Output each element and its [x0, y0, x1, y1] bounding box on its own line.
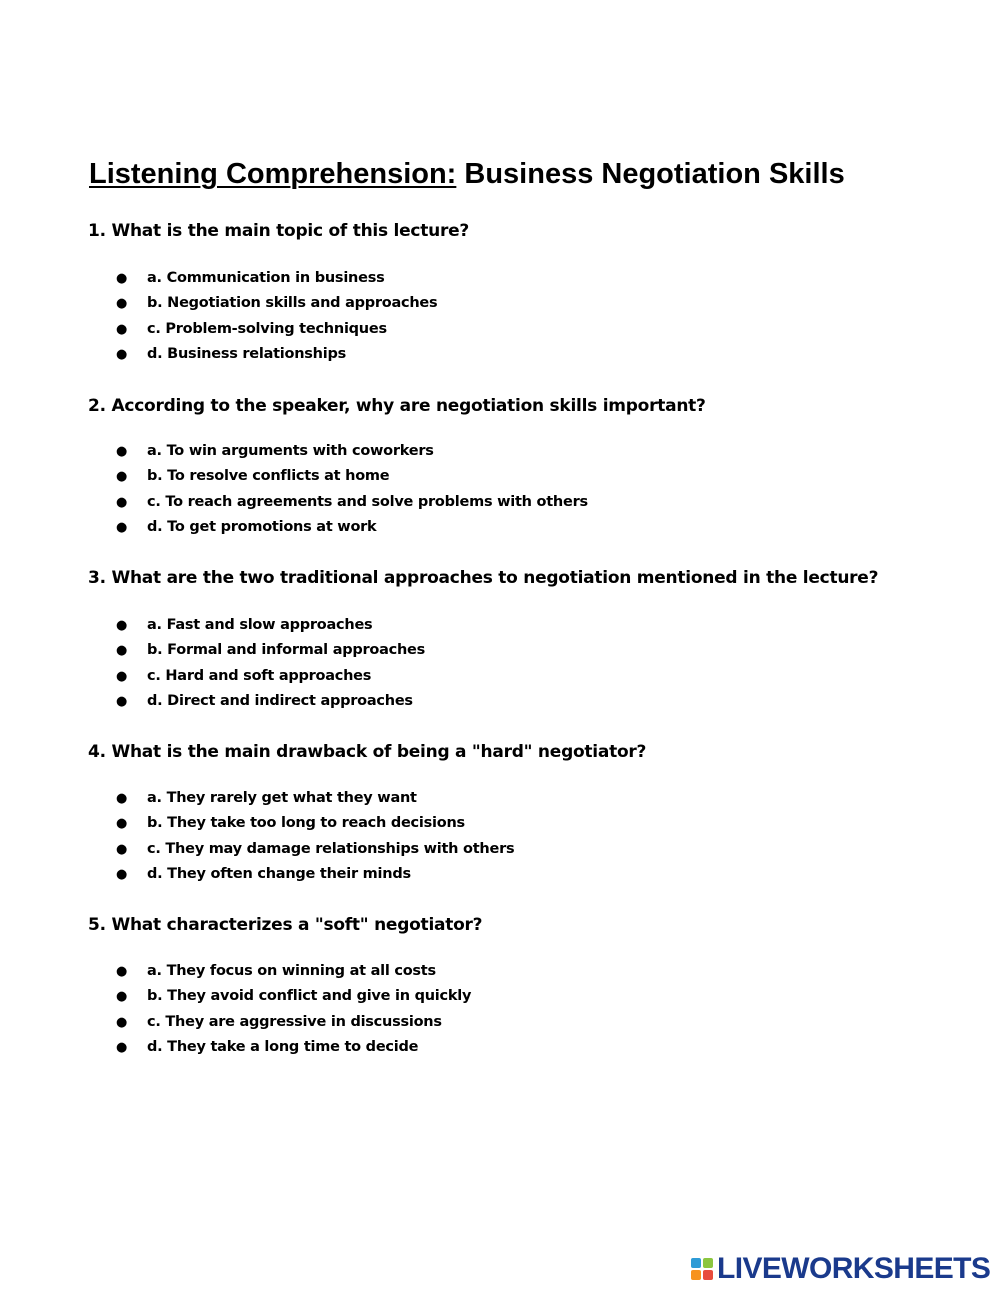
option-label: c. To reach agreements and solve problems with others [147, 493, 588, 510]
bullet-icon: ● [116, 494, 128, 510]
bullet-icon: ● [116, 643, 128, 659]
option-4b [116, 811, 514, 836]
option-1c [116, 317, 437, 342]
bullet-icon: ● [116, 816, 128, 832]
bullet-icon: ● [116, 841, 128, 857]
title-rest: Business Negotiation Skills [456, 158, 845, 190]
options-list-1 [116, 266, 437, 367]
option-4a [116, 786, 514, 811]
option-2c [116, 490, 588, 515]
option-label: a. Fast and slow approaches [147, 617, 373, 633]
option-5d [116, 1035, 471, 1060]
option-label: b. Negotiation skills and approaches [147, 295, 438, 312]
option-label: d. They take a long time to decide [147, 1038, 419, 1055]
option-1b [116, 291, 437, 316]
option-label: a. To win arguments with coworkers [147, 443, 434, 459]
page-title [89, 156, 845, 192]
bullet-icon: ● [116, 668, 128, 684]
bullet-icon: ● [116, 964, 128, 979]
title-underlined-part: Listening Comprehension: [89, 158, 457, 190]
bullet-icon: ● [116, 519, 128, 535]
question-3: 3. What are the two traditional approaches to negotiation mentioned in the lecture? [88, 568, 879, 588]
question-2: 2. According to the speaker, why are negotiation skills important? [88, 396, 706, 416]
bullet-icon: ● [116, 469, 128, 485]
option-2b [116, 464, 588, 489]
bullet-icon: ● [116, 693, 128, 709]
option-4d [116, 862, 514, 887]
logo-text: LIVEWORKSHEETS [717, 1252, 991, 1285]
bullet-icon: ● [116, 271, 128, 286]
liveworksheets-logo [691, 1252, 990, 1286]
option-3c [116, 664, 425, 689]
bullet-icon: ● [116, 296, 128, 312]
option-label: a. Communication in business [147, 270, 385, 286]
question-1: 1. What is the main topic of this lecture? [88, 221, 469, 241]
option-5a [116, 959, 471, 984]
logo-square [703, 1258, 713, 1268]
bullet-icon: ● [116, 321, 128, 337]
option-label: c. They are aggressive in discussions [147, 1013, 442, 1030]
option-label: b. They avoid conflict and give in quickly [147, 988, 472, 1005]
logo-square [691, 1270, 701, 1280]
option-3b [116, 638, 425, 663]
option-label: d. Business relationships [147, 345, 346, 362]
option-3d [116, 689, 425, 714]
option-4c [116, 837, 514, 862]
logo-square [691, 1258, 701, 1268]
logo-mark-icon [691, 1258, 713, 1280]
bullet-icon: ● [116, 989, 128, 1005]
option-1d [116, 342, 437, 367]
option-label: c. Problem-solving techniques [147, 320, 387, 337]
option-label: b. To resolve conflicts at home [147, 468, 390, 485]
options-list-2 [116, 439, 588, 540]
option-3a [116, 613, 425, 638]
option-label: a. They focus on winning at all costs [147, 963, 436, 979]
question-5: 5. What characterizes a "soft" negotiator? [88, 915, 483, 935]
bullet-icon: ● [116, 791, 128, 806]
options-list-4 [116, 786, 514, 887]
bullet-icon: ● [116, 618, 128, 633]
options-list-5 [116, 959, 471, 1060]
options-list-3 [116, 613, 425, 714]
option-label: b. They take too long to reach decisions [147, 815, 465, 832]
bullet-icon: ● [116, 866, 128, 882]
option-2a [116, 439, 588, 464]
option-label: d. Direct and indirect approaches [147, 692, 413, 709]
logo-square [703, 1270, 713, 1280]
option-label: b. Formal and informal approaches [147, 642, 426, 659]
bullet-icon: ● [116, 346, 128, 362]
question-4: 4. What is the main drawback of being a "hard" negotiator? [88, 742, 647, 762]
option-label: d. To get promotions at work [147, 518, 377, 535]
bullet-icon: ● [116, 1039, 128, 1055]
option-label: c. Hard and soft approaches [147, 667, 372, 684]
bullet-icon: ● [116, 444, 128, 459]
option-1a [116, 266, 437, 291]
option-5c [116, 1010, 471, 1035]
option-5b [116, 984, 471, 1009]
option-label: a. They rarely get what they want [147, 790, 417, 806]
bullet-icon: ● [116, 1014, 128, 1030]
option-2d [116, 515, 588, 540]
option-label: d. They often change their minds [147, 865, 411, 882]
option-label: c. They may damage relationships with others [147, 840, 515, 857]
